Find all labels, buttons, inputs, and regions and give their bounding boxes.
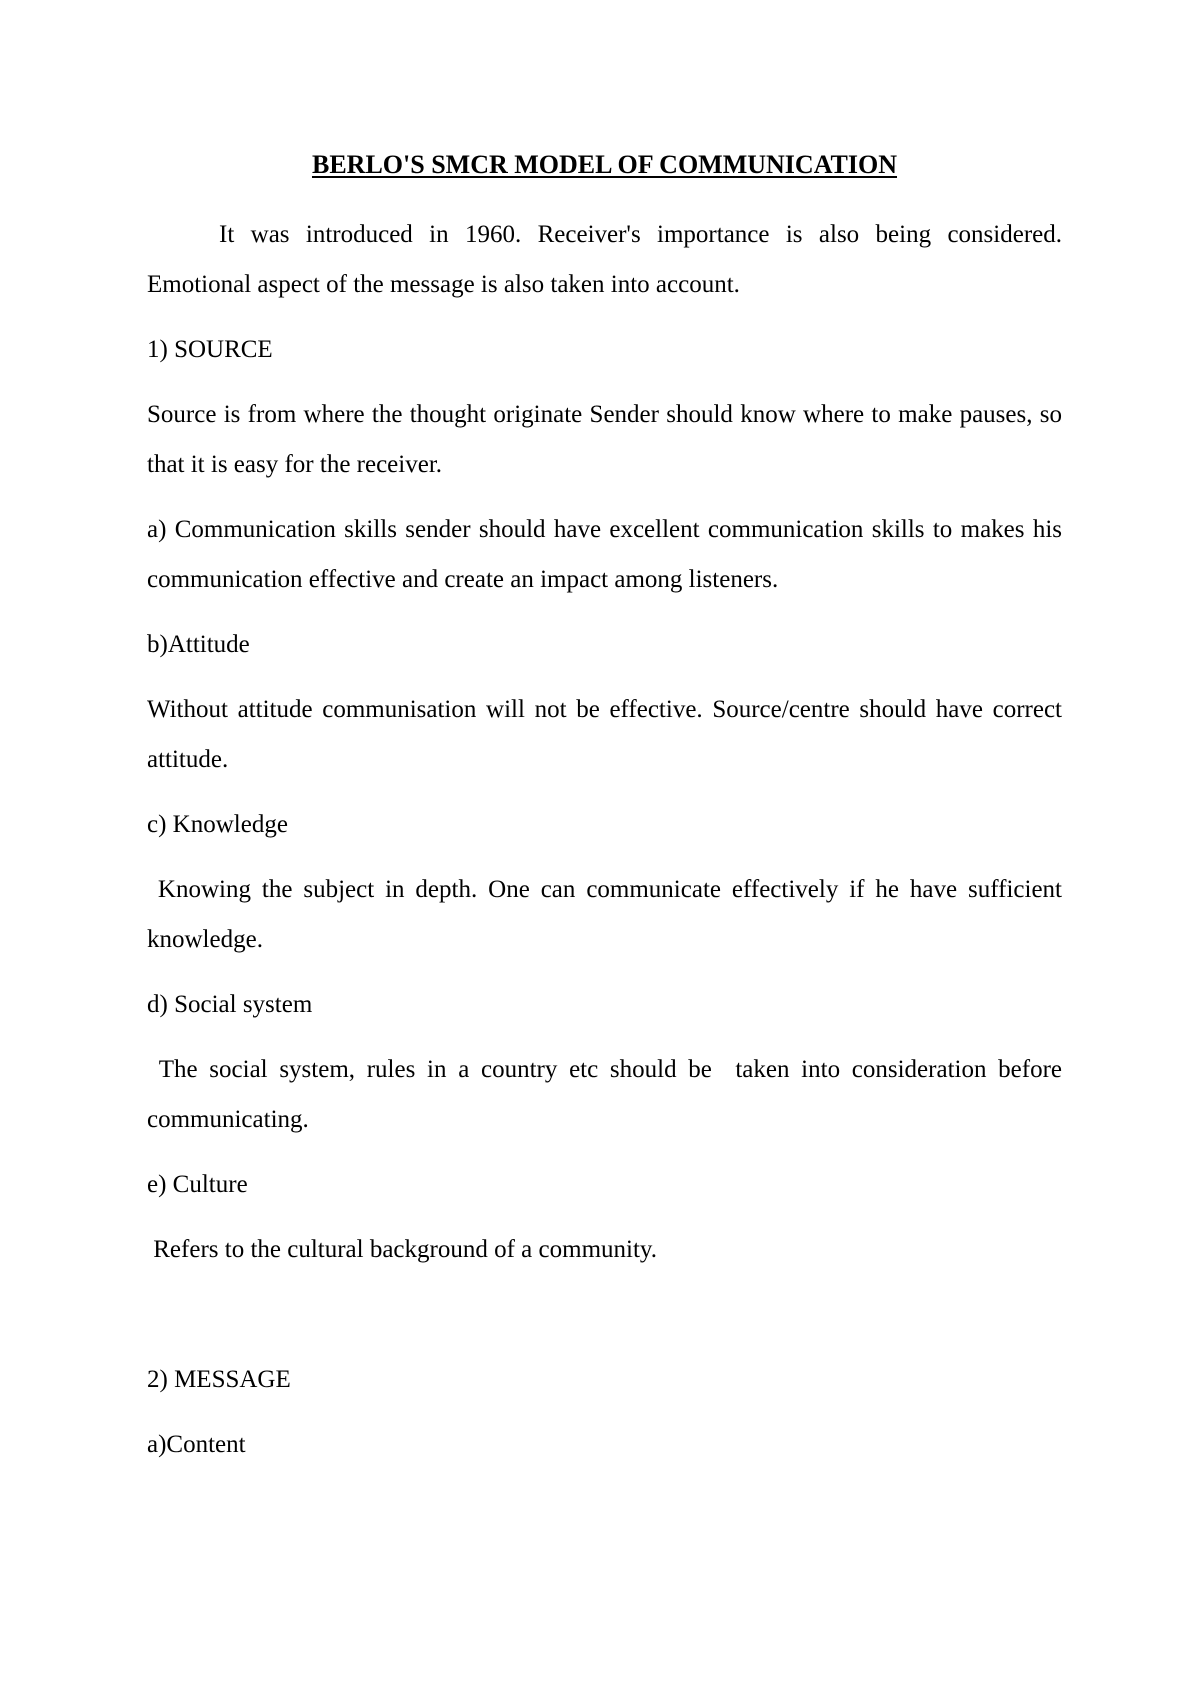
source-item-culture-text: Refers to the cultural background of a community.	[147, 1236, 658, 1263]
source-item-social-system-text: The social system, rules in a country etc should be taken into consideration before communicating.	[147, 1056, 1069, 1133]
source-item-knowledge-label: c) Knowledge	[147, 811, 288, 838]
source-item-attitude-label: b)Attitude	[147, 631, 250, 658]
source-paragraph: Source is from where the thought originate Sender should know where to make pauses, so that it is easy for the receiver.	[147, 401, 1062, 478]
message-item-content-label: a)Content	[147, 1431, 246, 1458]
source-item-communication-skills: a) Communication skills sender should have excellent communication skills to makes his communication effective and create an impact among listeners.	[147, 516, 1062, 593]
source-item-attitude-text: Without attitude communisation will not be effective. Source/centre should have correct attitude.	[147, 696, 1062, 773]
source-item-culture-label: e) Culture	[147, 1171, 248, 1198]
section-heading-source: 1) SOURCE	[147, 336, 273, 363]
section-heading-message: 2) MESSAGE	[147, 1366, 291, 1393]
source-item-knowledge-text: Knowing the subject in depth. One can communicate effectively if he have sufficient knowledge.	[147, 876, 1069, 953]
source-item-social-system-label: d) Social system	[147, 991, 313, 1018]
document-body	[147, 140, 1069, 1470]
document-title: BERLO'S SMCR MODEL OF COMMUNICATION	[311, 150, 898, 179]
intro-paragraph: It was introduced in 1960. Receiver's importance is also being considered. Emotional aspect of the message is also taken into account.	[147, 221, 1062, 298]
